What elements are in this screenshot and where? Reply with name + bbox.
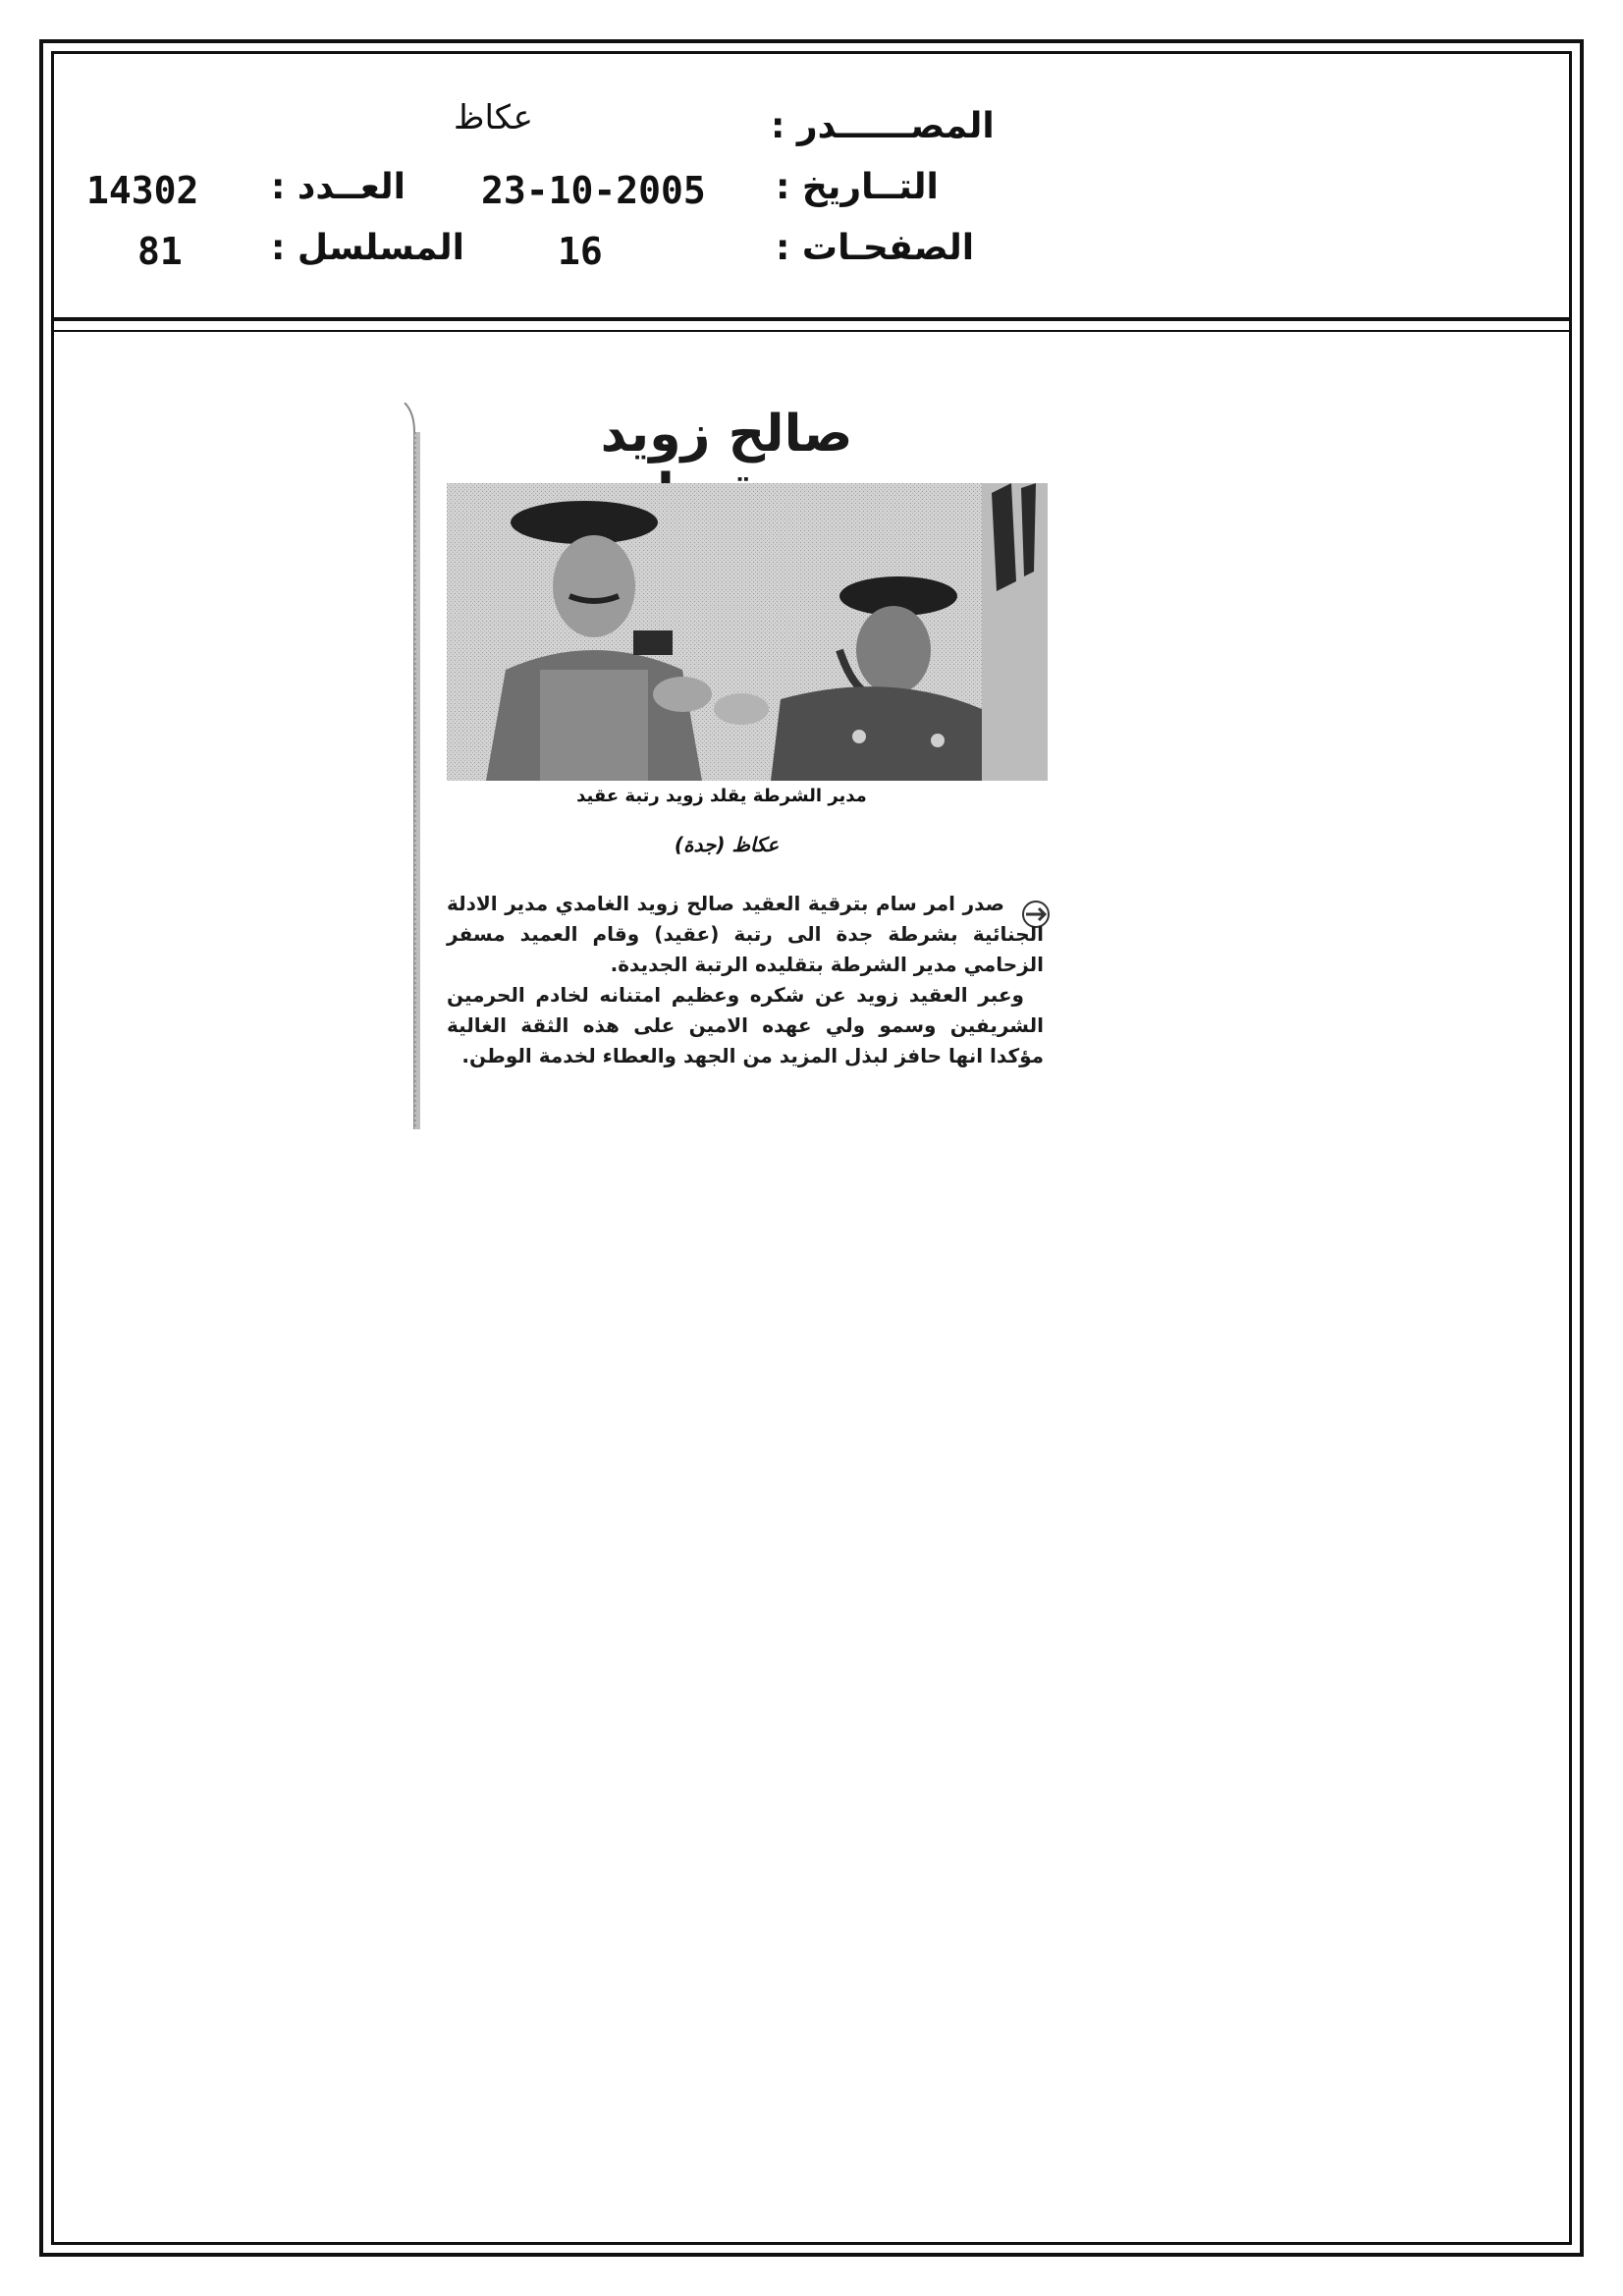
serial-value: 81 (137, 230, 183, 273)
serial-label: المسلسل : (271, 228, 465, 268)
article-paragraph-2: وعبر العقيد زويد عن شكره وعظيم امتنانه لخادم الحرمين الشريفين وسمو ولي عهده الامين على هذه الثقة الغالية مؤكدا انها حافز لبذل المزيد من الجهد والعطاء لخدمة الوطن. (447, 983, 1044, 1067)
issue-value: 14302 (86, 169, 199, 212)
header-divider-thin (51, 330, 1572, 332)
article-body (447, 889, 1044, 1071)
issue-label: العــدد : (271, 167, 406, 207)
date-label: التــاريخ : (776, 167, 939, 207)
article-paragraph-1: صدر امر سام بترقية العقيد صالح زويد الغامدي مدير الادلة الجنائية بشرطة جدة الى رتبة (عقيد) وقام العميد مسفر الزحامي مدير الشرطة بتقليده الرتبة الجديدة. (447, 892, 1044, 976)
photo-caption: مدير الشرطة يقلد زويد رتبة عقيد (576, 786, 867, 806)
inner-frame (51, 51, 1572, 2245)
date-value: 23-10-2005 (481, 169, 706, 212)
source-value: عكاظ (454, 98, 533, 137)
article-byline: عكاظ (جدة) (674, 833, 780, 856)
pages-value: 16 (558, 230, 603, 273)
pages-label: الصفحـات : (776, 228, 975, 268)
clipping-torn-edge (385, 403, 420, 1129)
officers-photo (447, 483, 1048, 781)
photo-illustration (447, 483, 1048, 781)
article-headline: صالح زويد (600, 405, 853, 464)
source-label: المصــــــدر : (771, 106, 995, 146)
header-divider (51, 317, 1572, 321)
